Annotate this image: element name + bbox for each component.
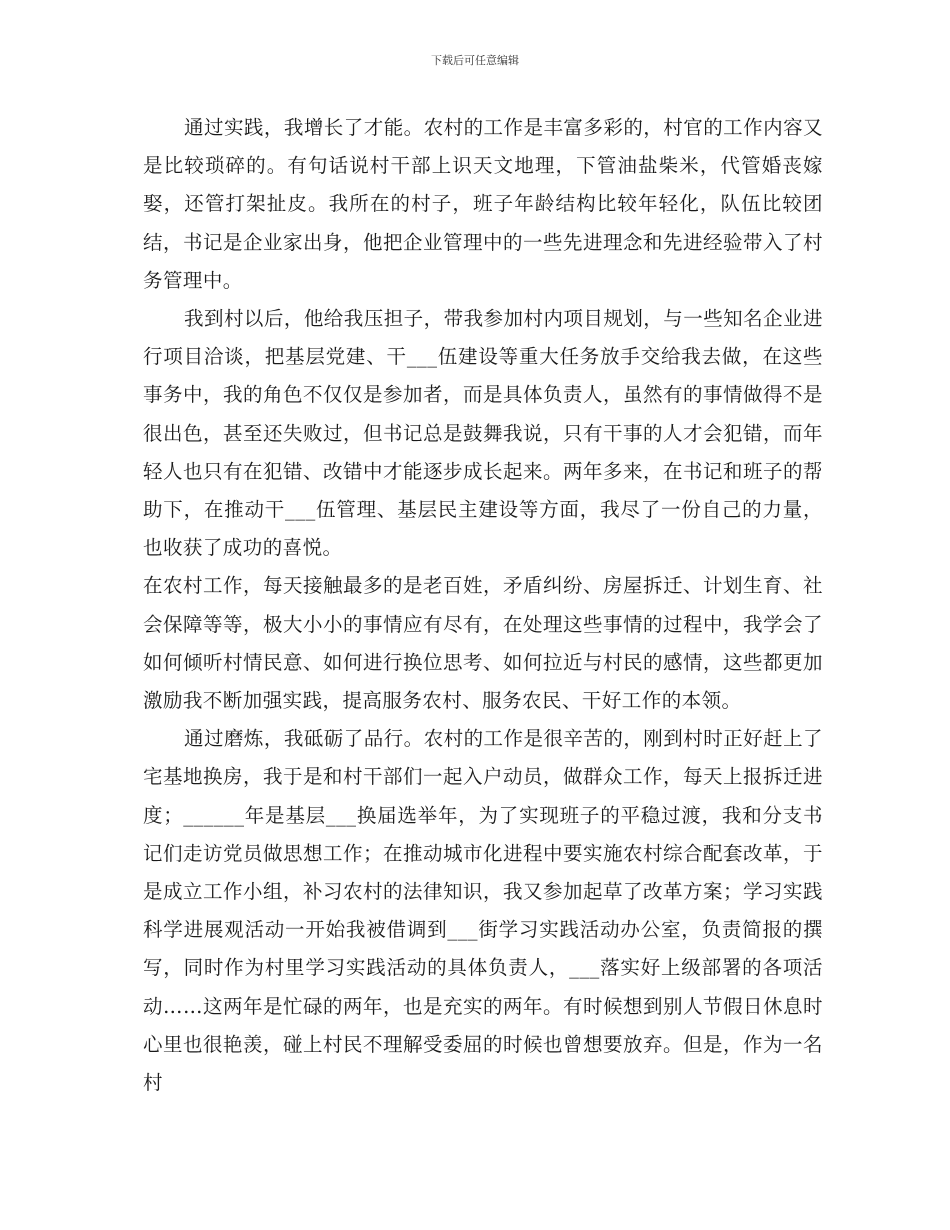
paragraph-practice: 通过实践，我增长了才能。农村的工作是丰富多彩的，村官的工作内容又是比较琐碎的。有句话说村干部上识天文地理，下管油盐柴米，代管婚丧嫁娶，还管打架扯皮。我所在的村子，班子年龄结构比较年轻化，队伍比较团结，书记是企业家出身，他把企业管理中的一些先进理念和先进经验带入了村务管理中。	[143, 116, 823, 292]
paragraph-tempering: 通过磨炼，我砥砺了品行。农村的工作是很辛苦的，刚到村时正好赶上了宅基地换房，我于是和村干部们一起入户动员，做群众工作，每天上报拆迁进度；______年是基层___换届选举年，为了实现班子的平稳过渡，我和分支书记们走访党员做思想工作；在推动城市化进程中要实施农村综合配套改革，于是成立工作小组，补习农村的法律知识，我又参加起草了改革方案；学习实践科学进展观活动一开始我被借调到___街学习实践活动办公室，负责简报的撰写，同时作为村里学习实践活动的具体负责人，___落实好上级部署的各项活动……这两年是忙碌的两年，也是充实的两年。有时候想到别人节假日休息时心里也很艳羡，碰上村民不理解受委屈的时候也曾想要放弃。但是，作为一名村	[143, 727, 823, 1095]
paragraph-responsibility: 我到村以后，他给我压担子，带我参加村内项目规划，与一些知名企业进行项目洽谈，把基层党建、干___伍建设等重大任务放手交给我去做，在这些事务中，我的角色不仅仅是参加者，而是具体负责人，虽然有的事情做得不是很出色，甚至还失败过，但书记总是鼓舞我说，只有干事的人才会犯错，而年轻人也只有在犯错、改错中才能逐步成长起来。两年多来，在书记和班子的帮助下，在推动干___伍管理、基层民主建设等方面，我尽了一份自己的力量，也收获了成功的喜悦。	[143, 307, 823, 560]
document-body	[143, 109, 823, 1102]
paragraph-rural-work: 在农村工作，每天接触最多的是老百姓，矛盾纠纷、房屋拆迁、计划生育、社会保障等等，极大小小的事情应有尽有，在处理这些事情的过程中，我学会了如何倾听村情民意、如何进行换位思考、如何拉近与村民的感情，这些都更加激励我不断加强实践，提高服务农村、服务农民、干好工作的本领。	[143, 574, 823, 713]
page-header-note: 下载后可任意编辑	[431, 54, 519, 67]
